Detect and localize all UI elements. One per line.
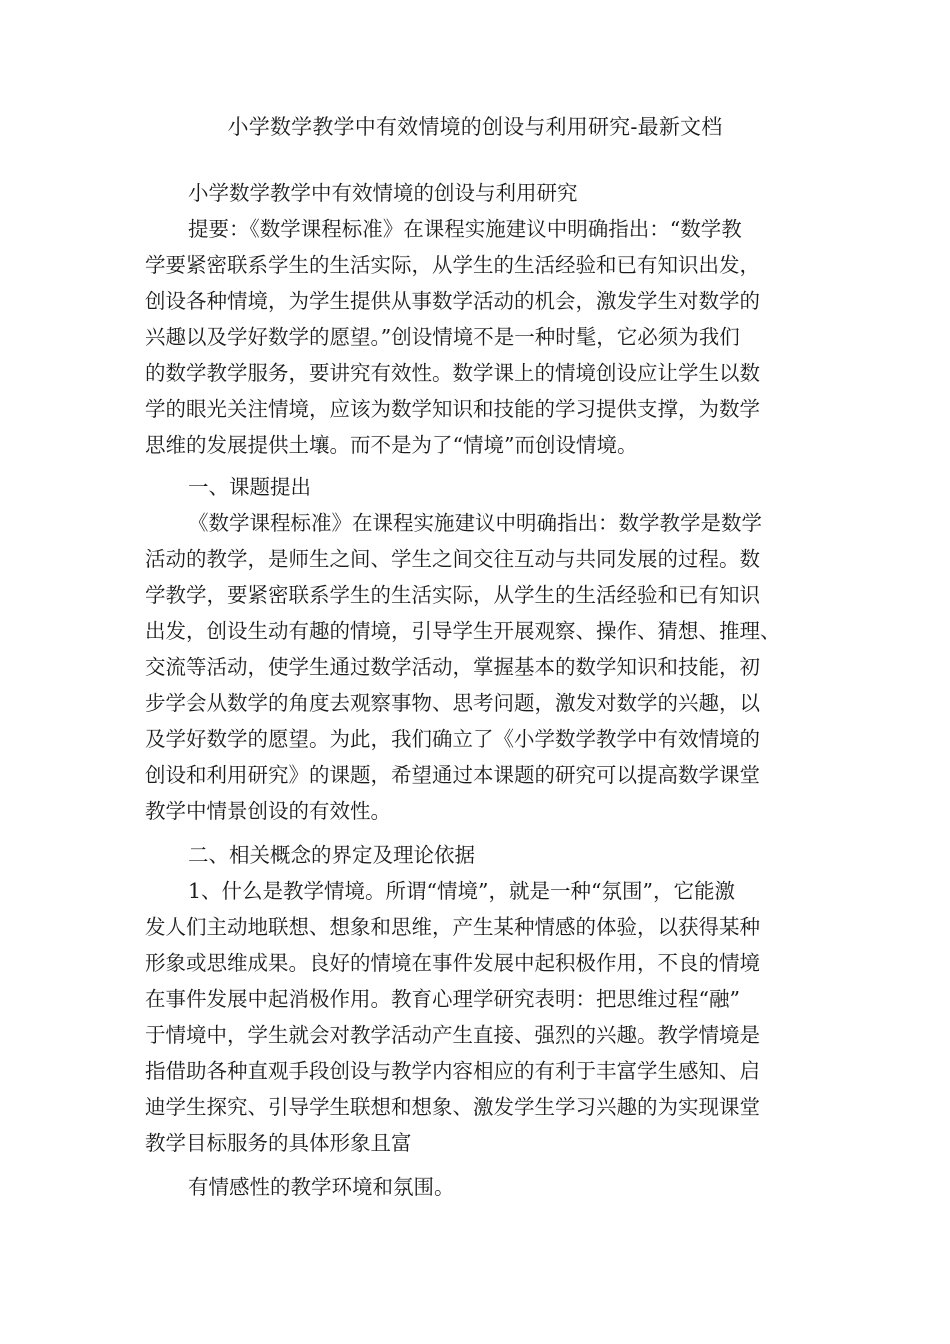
- text-line: 创设各种情境，为学生提供从事数学活动的机会，激发学生对数学的: [145, 289, 760, 313]
- text-line: 指借助各种直观手段创设与教学内容相应的有利于丰富学生感知、启: [145, 1059, 760, 1083]
- text-line: 步学会从数学的角度去观察事物、思考问题，激发对数学的兴趣，以: [145, 691, 760, 715]
- subtitle-line: 小学数学教学中有效情境的创设与利用研究: [188, 181, 578, 205]
- text-line: 创设和利用研究》的课题，希望通过本课题的研究可以提高数学课堂: [145, 763, 760, 787]
- text-line: 学要紧密联系学生的生活实际，从学生的生活经验和已有知识出发，: [145, 253, 760, 277]
- text-line: 思维的发展提供土壤。而不是为了“情境”而创设情境。: [145, 433, 638, 457]
- document-title: 小学数学教学中有效情境的创设与利用研究-最新文档: [227, 115, 723, 139]
- text-line: 学教学，要紧密联系学生的生活实际，从学生的生活经验和已有知识: [145, 583, 760, 607]
- text-line: 出发，创设生动有趣的情境，引导学生开展观察、操作、猜想、推理、: [145, 619, 781, 643]
- section-heading: 一、课题提出: [188, 475, 311, 499]
- text-line: 1、什么是教学情境。所谓“情境”，就是一种“氛围”，它能激: [188, 879, 735, 903]
- text-line: 于情境中，学生就会对教学活动产生直接、强烈的兴趣。教学情境是: [145, 1023, 760, 1047]
- text-line: 形象或思维成果。良好的情境在事件发展中起积极作用，不良的情境: [145, 951, 760, 975]
- text-line: 在事件发展中起消极作用。教育心理学研究表明：把思维过程“融”: [145, 987, 740, 1011]
- text-line: 交流等活动，使学生通过数学活动，掌握基本的数学知识和技能，初: [145, 655, 760, 679]
- text-line: 有情感性的教学环境和氛围。: [188, 1175, 455, 1199]
- section-heading: 二、相关概念的界定及理论依据: [188, 843, 475, 867]
- text-line: 发人们主动地联想、想象和思维，产生某种情感的体验，以获得某种: [145, 915, 760, 939]
- text-line: 提要：《数学课程标准》在课程实施建议中明确指出：“数学教: [188, 217, 742, 241]
- text-line: 兴趣以及学好数学的愿望。”创设情境不是一种时髦，它必须为我们: [145, 325, 740, 349]
- text-line: 教学中情景创设的有效性。: [145, 799, 391, 823]
- text-line: 迪学生探究、引导学生联想和想象、激发学生学习兴趣的为实现课堂: [145, 1095, 760, 1119]
- text-line: 的数学教学服务，要讲究有效性。数学课上的情境创设应让学生以数: [145, 361, 760, 385]
- text-line: 活动的教学，是师生之间、学生之间交往互动与共同发展的过程。数: [145, 547, 760, 571]
- text-line: 教学目标服务的具体形象且富: [145, 1131, 412, 1155]
- text-line: 《数学课程标准》在课程实施建议中明确指出：数学教学是数学: [188, 511, 762, 535]
- text-line: 及学好数学的愿望。为此，我们确立了《小学数学教学中有效情境的: [145, 727, 760, 751]
- text-line: 学的眼光关注情境，应该为数学知识和技能的学习提供支撑，为数学: [145, 397, 760, 421]
